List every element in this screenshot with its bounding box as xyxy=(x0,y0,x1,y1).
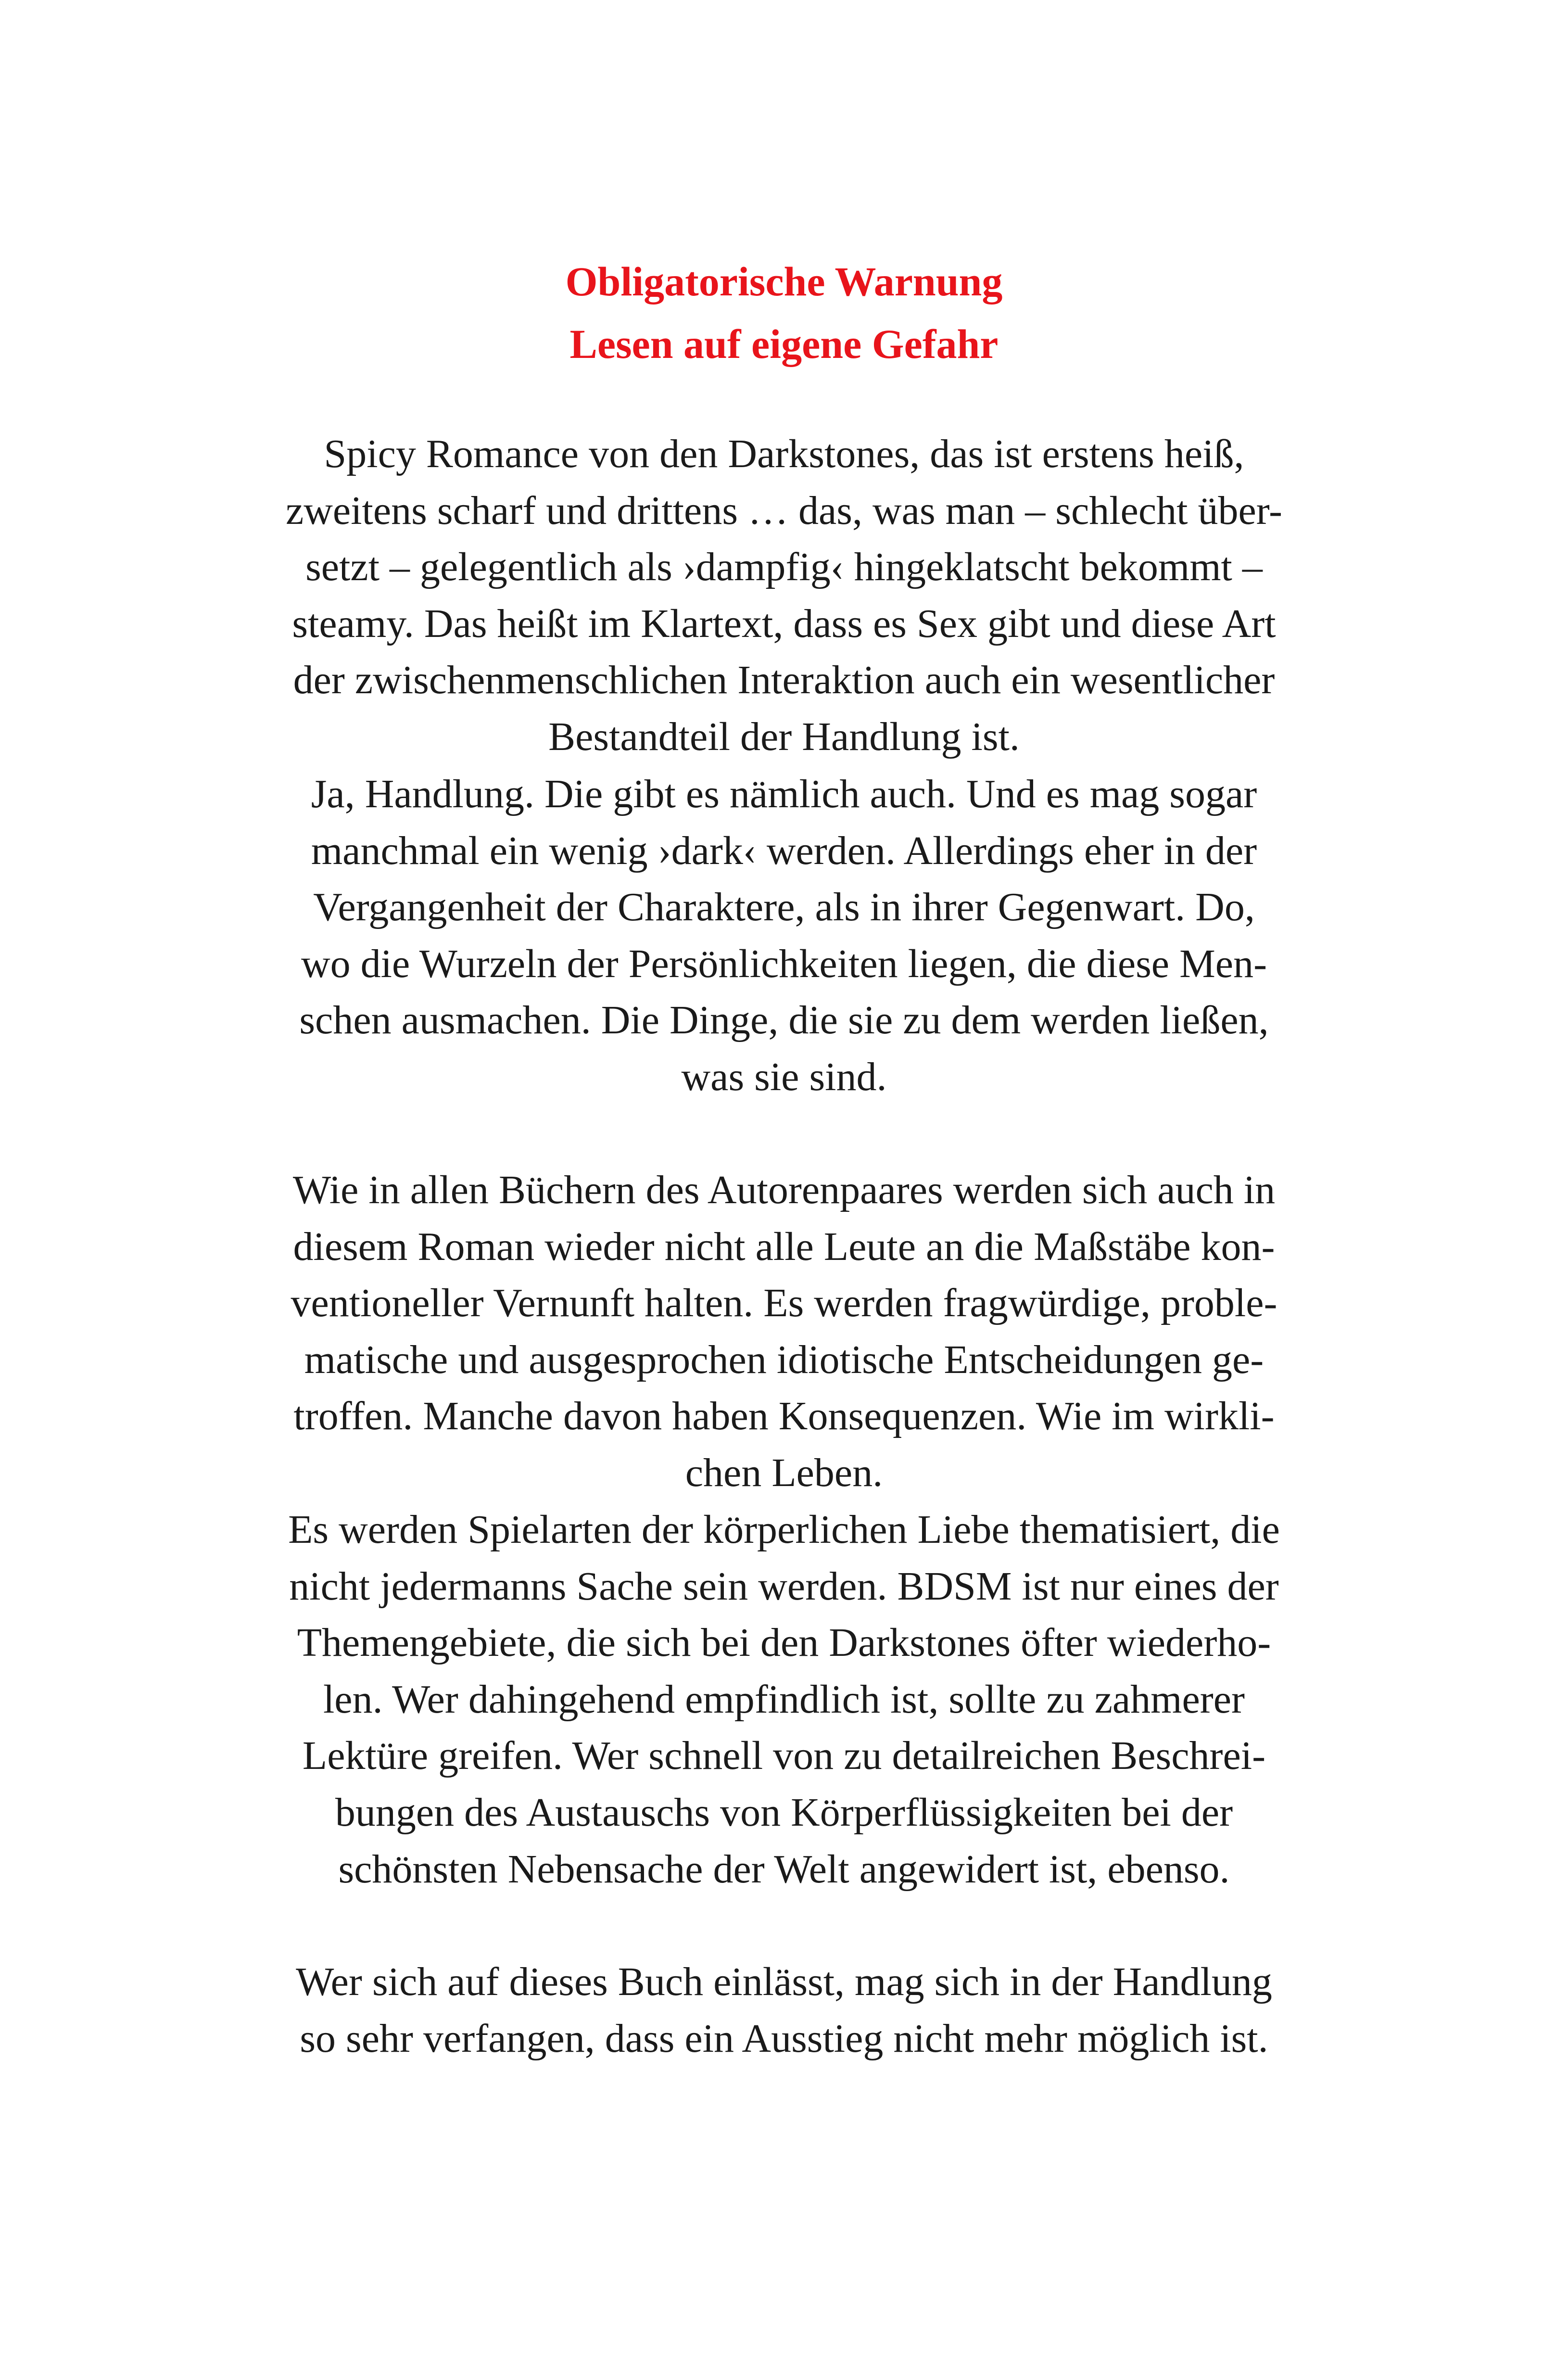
text-line: troffen. Manche davon haben Konsequenzen. Wie im wirkli- xyxy=(293,1394,1275,1439)
text-line: Spicy Romance von den Darkstones, das ist erstens heiß, xyxy=(324,432,1244,476)
text-line: diesem Roman wieder nicht alle Leute an die Maßstäbe kon- xyxy=(293,1224,1275,1269)
text-line: so sehr verfangen, dass ein Ausstieg nicht mehr möglich ist. xyxy=(300,2016,1268,2061)
text-line: ventioneller Vernunft halten. Es werden fragwürdige, proble- xyxy=(291,1281,1277,1326)
text-line: matische und ausgesprochen idiotische Entscheidungen ge- xyxy=(304,1337,1264,1382)
paragraph-spielarten xyxy=(240,1501,1328,1897)
text-line: Themengebiete, die sich bei den Darkstones öfter wiederho- xyxy=(297,1620,1271,1665)
text-line: bungen des Austauschs von Körperflüssigkeiten bei der xyxy=(335,1790,1233,1835)
text-line: zweitens scharf und drittens … das, was man – schlecht über- xyxy=(285,488,1283,533)
text-line: len. Wer dahingehend empfindlich ist, sollte zu zahmerer xyxy=(323,1677,1245,1722)
text-line: der zwischenmenschlichen Interaktion auch ein wesentlicher xyxy=(293,658,1275,703)
text-line: wo die Wurzeln der Persönlichkeiten liegen, die diese Men- xyxy=(301,941,1267,986)
paragraph-entscheidungen xyxy=(240,1162,1328,1501)
text-line: setzt – gelegentlich als ›dampfig‹ hingeklatscht bekommt – xyxy=(305,545,1263,590)
text-line: Lektüre greifen. Wer schnell von zu detailreichen Beschrei- xyxy=(302,1733,1266,1779)
text-line: Bestandteil der Handlung ist. xyxy=(548,714,1020,759)
paragraph-spicy-romance xyxy=(240,426,1328,765)
warning-heading-line-2: Lesen auf eigene Gefahr xyxy=(569,321,999,367)
text-line: Es werden Spielarten der körperlichen Liebe thematisiert, die xyxy=(288,1507,1280,1552)
text-line: schönsten Nebensache der Welt angewidert ist, ebenso. xyxy=(338,1846,1230,1892)
text-line: was sie sind. xyxy=(681,1054,887,1099)
text-line: nicht jedermanns Sache sein werden. BDSM ist nur eines der xyxy=(289,1563,1279,1609)
text-line: Wie in allen Büchern des Autorenpaares werden sich auch in xyxy=(292,1168,1276,1212)
warning-heading-line-1: Obligatorische Warnung xyxy=(565,258,1003,305)
paragraph-einlassen xyxy=(240,1954,1328,2067)
text-line: manchmal ein wenig ›dark‹ werden. Allerdings eher in der xyxy=(311,828,1257,873)
text-line: chen Leben. xyxy=(685,1450,883,1495)
text-line: schen ausmachen. Die Dinge, die sie zu dem werden ließen, xyxy=(299,998,1269,1043)
text-line: steamy. Das heißt im Klartext, dass es Sex gibt und diese Art xyxy=(292,601,1276,646)
text-line: Ja, Handlung. Die gibt es nämlich auch. Und es mag sogar xyxy=(311,772,1257,816)
paragraph-handlung xyxy=(240,766,1328,1106)
text-line: Vergangenheit der Charaktere, als in ihrer Gegenwart. Do, xyxy=(313,885,1255,930)
text-line: Wer sich auf dieses Buch einlässt, mag sich in der Handlung xyxy=(296,1959,1272,2004)
